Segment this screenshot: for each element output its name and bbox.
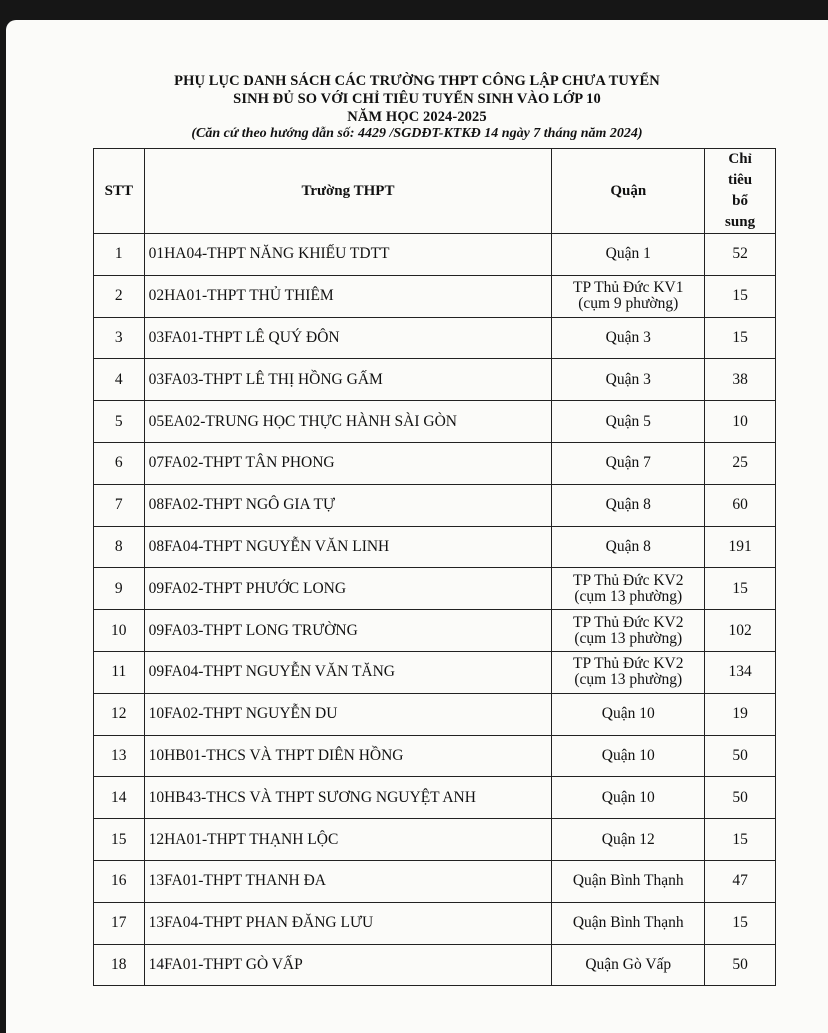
district-line: Quận Bình Thạnh — [572, 872, 684, 890]
row-school: 01HA04-THPT NĂNG KHIẾU TDTT — [144, 234, 552, 276]
row-quota: 15 — [705, 902, 776, 944]
row-quota: 25 — [705, 442, 776, 484]
row-quota: 50 — [705, 735, 776, 777]
row-stt: 10 — [94, 610, 145, 652]
district-line: TP Thủ Đức KV1 — [573, 279, 684, 297]
row-school: 10HB01-THCS VÀ THPT DIÊN HỒNG — [144, 735, 552, 777]
row-stt: 16 — [94, 860, 145, 902]
row-school: 03FA01-THPT LÊ QUÝ ĐÔN — [144, 317, 552, 359]
district-line: Quận Bình Thạnh — [572, 914, 684, 932]
district-line: TP Thủ Đức KV2 — [573, 571, 684, 589]
row-district — [552, 317, 705, 359]
row-stt: 15 — [94, 819, 145, 861]
row-quota: 15 — [705, 568, 776, 610]
district-line: Quận 3 — [605, 370, 651, 388]
district-line: Quận Gò Vấp — [585, 955, 672, 973]
table-header-row — [94, 149, 776, 234]
table-row — [94, 275, 776, 317]
table-row — [94, 777, 776, 819]
col-header-stt: STT — [94, 149, 145, 234]
row-stt: 9 — [94, 568, 145, 610]
row-quota: 15 — [705, 317, 776, 359]
row-stt: 1 — [94, 234, 145, 276]
row-school: 13FA04-THPT PHAN ĐĂNG LƯU — [144, 902, 552, 944]
row-stt: 4 — [94, 359, 145, 401]
row-school: 07FA02-THPT TÂN PHONG — [144, 442, 552, 484]
quota-header-word: sung — [725, 214, 756, 230]
row-quota: 134 — [705, 651, 776, 693]
row-school: 09FA03-THPT LONG TRƯỜNG — [144, 610, 552, 652]
district-line: TP Thủ Đức KV2 — [573, 655, 684, 673]
row-quota: 38 — [705, 359, 776, 401]
row-school: 10FA02-THPT NGUYỄN DU — [144, 693, 552, 735]
document-header — [6, 72, 828, 142]
row-quota: 50 — [705, 777, 776, 819]
district-line: Quận 10 — [601, 746, 655, 764]
table-row — [94, 735, 776, 777]
row-district — [552, 568, 705, 610]
row-district — [552, 401, 705, 443]
title-line-2: SINH ĐỦ SO VỚI CHỈ TIÊU TUYỂN SINH VÀO LỚP 10 — [233, 91, 601, 107]
district-line: (cụm 13 phường) — [574, 629, 683, 647]
table-row — [94, 442, 776, 484]
row-school: 14FA01-THPT GÒ VẤP — [144, 944, 552, 986]
row-district — [552, 902, 705, 944]
row-school: 12HA01-THPT THẠNH LỘC — [144, 819, 552, 861]
row-district — [552, 819, 705, 861]
row-stt: 14 — [94, 777, 145, 819]
row-stt: 7 — [94, 484, 145, 526]
district-line: Quận 10 — [601, 788, 655, 806]
table-row — [94, 317, 776, 359]
row-stt: 8 — [94, 526, 145, 568]
row-quota: 102 — [705, 610, 776, 652]
row-quota: 15 — [705, 819, 776, 861]
table-row — [94, 359, 776, 401]
district-line: Quận 8 — [605, 496, 651, 514]
title-line-3: NĂM HỌC 2024-2025 — [347, 109, 487, 125]
table-row — [94, 860, 776, 902]
row-quota: 60 — [705, 484, 776, 526]
row-stt: 5 — [94, 401, 145, 443]
table-row — [94, 526, 776, 568]
row-quota: 50 — [705, 944, 776, 986]
table-row — [94, 484, 776, 526]
row-district — [552, 610, 705, 652]
row-district — [552, 484, 705, 526]
row-district — [552, 234, 705, 276]
row-school: 09FA02-THPT PHƯỚC LONG — [144, 568, 552, 610]
table-row — [94, 651, 776, 693]
row-district — [552, 442, 705, 484]
table-row — [94, 401, 776, 443]
row-quota: 52 — [705, 234, 776, 276]
district-line: (cụm 13 phường) — [574, 671, 683, 689]
row-district — [552, 693, 705, 735]
reference-note: (Căn cứ theo hướng dẫn số: 4429 /SGDĐT-KTKĐ 14 ngày 7 tháng năm 2024) — [191, 126, 643, 141]
row-quota: 191 — [705, 526, 776, 568]
quota-header-word: Chỉ — [728, 151, 752, 167]
schools-table — [93, 148, 776, 986]
row-school: 13FA01-THPT THANH ĐA — [144, 860, 552, 902]
district-line: TP Thủ Đức KV2 — [573, 613, 684, 631]
row-school: 08FA04-THPT NGUYỄN VĂN LINH — [144, 526, 552, 568]
row-district — [552, 275, 705, 317]
row-school: 03FA03-THPT LÊ THỊ HỒNG GẤM — [144, 359, 552, 401]
row-quota: 15 — [705, 275, 776, 317]
district-line: Quận 5 — [605, 412, 651, 430]
row-stt: 3 — [94, 317, 145, 359]
quota-header-word: tiêu — [727, 172, 753, 188]
row-district — [552, 735, 705, 777]
district-line: Quận 7 — [605, 454, 651, 472]
table-row — [94, 234, 776, 276]
district-line: (cụm 9 phường) — [578, 295, 679, 313]
table-row — [94, 568, 776, 610]
row-school: 09FA04-THPT NGUYỄN VĂN TĂNG — [144, 651, 552, 693]
col-header-quota — [705, 149, 776, 234]
district-line: Quận 10 — [601, 705, 655, 723]
row-district — [552, 359, 705, 401]
row-district — [552, 944, 705, 986]
table-row — [94, 610, 776, 652]
row-quota: 19 — [705, 693, 776, 735]
row-stt: 17 — [94, 902, 145, 944]
row-district — [552, 860, 705, 902]
row-district — [552, 526, 705, 568]
district-line: Quận 12 — [601, 830, 655, 848]
table-row — [94, 693, 776, 735]
row-stt: 11 — [94, 651, 145, 693]
row-stt: 6 — [94, 442, 145, 484]
col-header-district: Quận — [552, 149, 705, 234]
row-stt: 13 — [94, 735, 145, 777]
row-stt: 12 — [94, 693, 145, 735]
quota-header-word: bổ — [732, 193, 748, 209]
document-page — [6, 20, 828, 1033]
table-row — [94, 902, 776, 944]
table-row — [94, 944, 776, 986]
row-school: 02HA01-THPT THỦ THIÊM — [144, 275, 552, 317]
row-school: 08FA02-THPT NGÔ GIA TỰ — [144, 484, 552, 526]
district-line: Quận 3 — [605, 328, 651, 346]
row-district — [552, 651, 705, 693]
row-quota: 47 — [705, 860, 776, 902]
row-stt: 2 — [94, 275, 145, 317]
row-school: 10HB43-THCS VÀ THPT SƯƠNG NGUYỆT ANH — [144, 777, 552, 819]
title-line-1: PHỤ LỤC DANH SÁCH CÁC TRƯỜNG THPT CÔNG LẬP CHƯA TUYỂN — [174, 73, 660, 89]
col-header-school: Trường THPT — [144, 149, 552, 234]
row-school: 05EA02-TRUNG HỌC THỰC HÀNH SÀI GÒN — [144, 401, 552, 443]
row-quota: 10 — [705, 401, 776, 443]
row-district — [552, 777, 705, 819]
district-line: Quận 1 — [605, 245, 651, 263]
table-row — [94, 819, 776, 861]
district-line: Quận 8 — [605, 537, 651, 555]
district-line: (cụm 13 phường) — [574, 587, 683, 605]
row-stt: 18 — [94, 944, 145, 986]
